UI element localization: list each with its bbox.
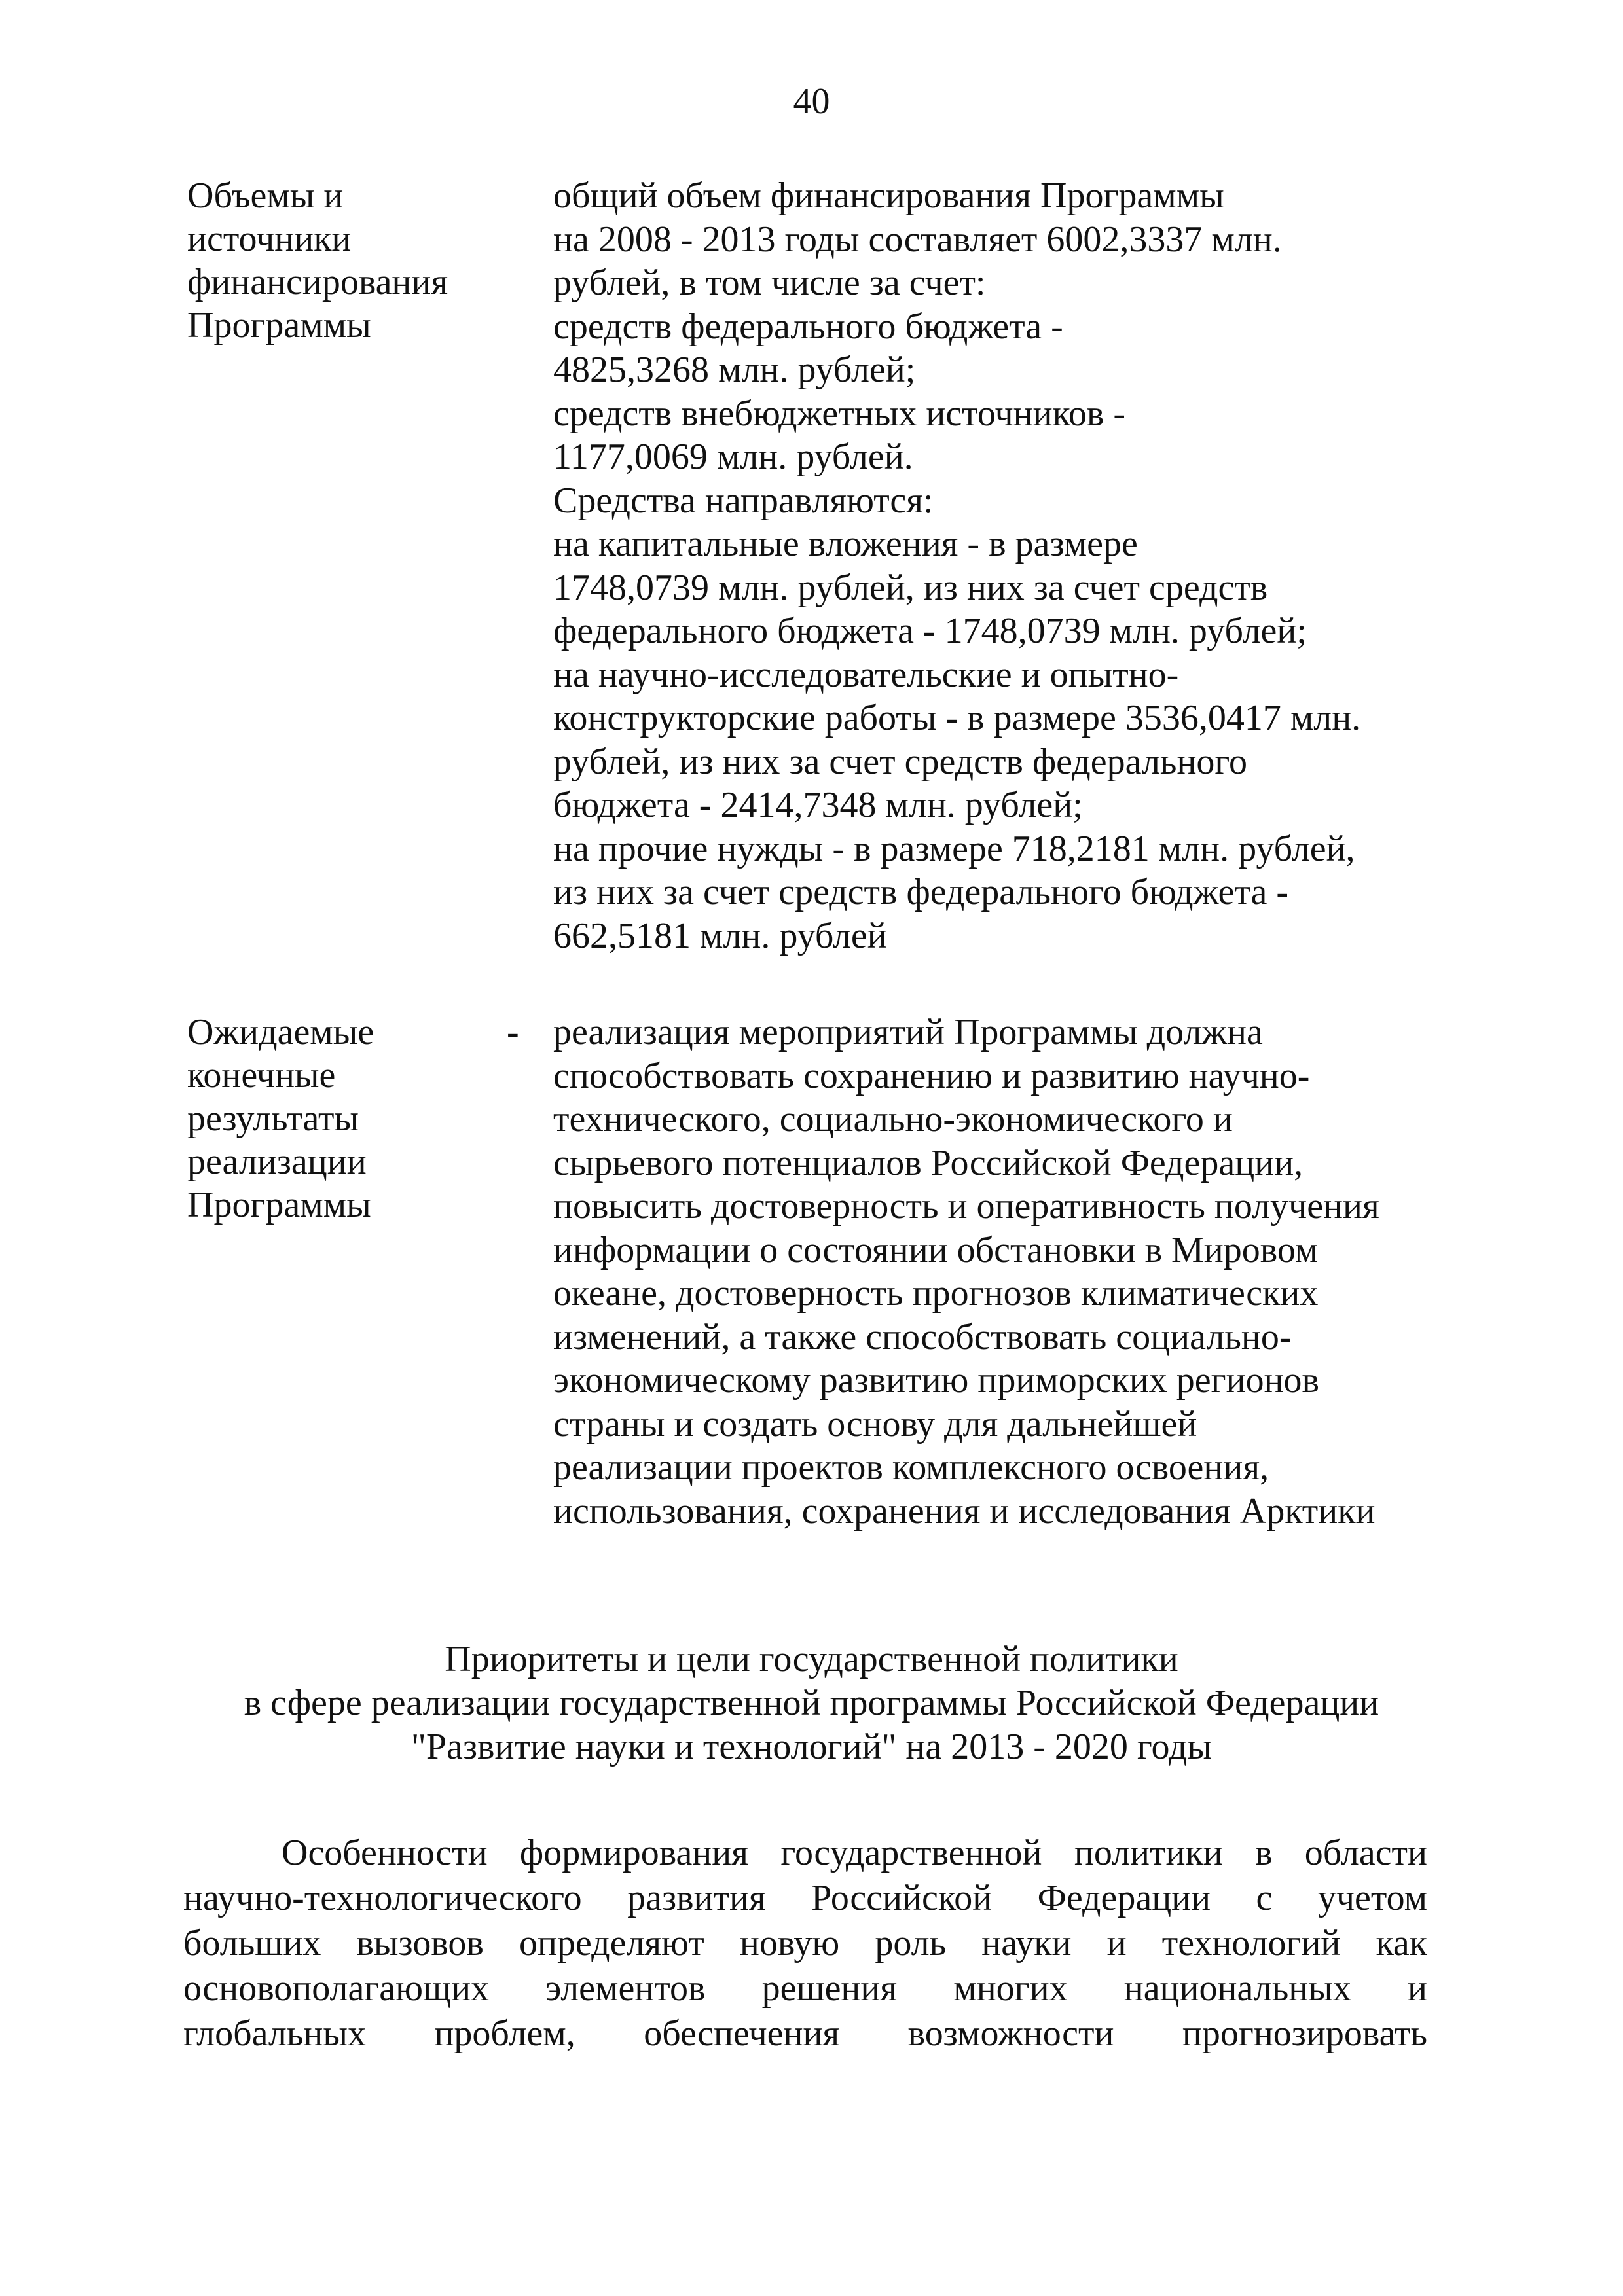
results-value-line: информации о состоянии обстановки в Мировом: [553, 1229, 1319, 1270]
funding-value-line: на капитальные вложения - в размере: [553, 524, 1138, 564]
body-paragraph: [183, 1831, 1427, 2056]
results-value-line: страны и создать основу для дальнейшей: [553, 1403, 1197, 1444]
paragraph-line: основополагающих элементов решения многих национальных и: [183, 1968, 1427, 2009]
section-heading-line: "Развитие науки и технологий" на 2013 - 2020 годы: [411, 1727, 1212, 1767]
results-dash: -: [507, 1012, 519, 1052]
funding-value-line: на 2008 - 2013 годы составляет 6002,3337 млн.: [553, 219, 1282, 260]
funding-value-line: общий объем финансирования Программы: [553, 175, 1224, 216]
section-heading-line: в сфере реализации государственной программы Российской Федерации: [244, 1683, 1379, 1723]
results-value-line: изменений, а также способствовать социально-: [553, 1316, 1292, 1357]
paragraph-line: научно-технологического развития Российской Федерации с учетом: [183, 1878, 1427, 1918]
funding-value-line: конструкторские работы - в размере 3536,0417 млн.: [553, 698, 1361, 738]
page-number: 40: [793, 81, 830, 122]
results-value-line: реализация мероприятий Программы должна: [553, 1012, 1263, 1052]
funding-value-line: рублей, в том числе за счет:: [553, 262, 986, 303]
results-value-line: технического, социально-экономического и: [553, 1099, 1233, 1139]
funding-label-line: источники: [187, 219, 352, 259]
funding-value-line: 1177,0069 млн. рублей.: [553, 437, 913, 477]
funding-value-line: из них за счет средств федерального бюджета -: [553, 872, 1289, 912]
results-label-line: реализации: [187, 1141, 367, 1182]
funding-value-line: на прочие нужды - в размере 718,2181 млн. рублей,: [553, 828, 1355, 869]
section-heading-line: Приоритеты и цели государственной политики: [445, 1639, 1178, 1679]
results-label-line: Ожидаемые: [187, 1012, 374, 1052]
funding-value: [553, 174, 1463, 958]
results-label: [187, 1011, 495, 1227]
funding-value-line: бюджета - 2414,7348 млн. рублей;: [553, 785, 1083, 825]
funding-value-line: Средства направляются:: [553, 480, 934, 521]
results-value-line: океане, достоверность прогнозов климатических: [553, 1273, 1319, 1314]
funding-label-line: финансирования: [187, 262, 448, 302]
funding-value-line: на научно-исследовательские и опытно-: [553, 654, 1179, 695]
funding-value-line: федерального бюджета - 1748,0739 млн. рублей;: [553, 611, 1307, 651]
funding-label: [187, 174, 495, 347]
results-value-line: сырьевого потенциалов Российской Федерации,: [553, 1142, 1304, 1183]
paragraph-line: глобальных проблем, обеспечения возможности прогнозировать: [183, 2013, 1427, 2054]
results-value: [553, 1011, 1463, 1533]
funding-value-line: рублей, из них за счет средств федерального: [553, 741, 1247, 782]
funding-value-line: средств внебюджетных источников -: [553, 393, 1126, 434]
funding-value-line: 4825,3268 млн. рублей;: [553, 350, 916, 390]
results-value-line: использования, сохранения и исследования Арктики: [553, 1490, 1376, 1532]
results-label-line: конечные: [187, 1055, 336, 1096]
results-value-line: повысить достоверность и оперативность получения: [553, 1186, 1379, 1227]
funding-label-line: Программы: [187, 305, 371, 346]
results-value-line: экономическому развитию приморских регионов: [553, 1360, 1319, 1401]
paragraph-line: Особенности формирования государственной политики в области: [282, 1833, 1427, 1873]
funding-value-line: 1748,0739 млн. рублей, из них за счет средств: [553, 567, 1268, 608]
results-label-line: Программы: [187, 1185, 371, 1225]
results-label-line: результаты: [187, 1098, 359, 1139]
section-heading: [0, 1638, 1623, 1769]
results-value-line: реализации проектов комплексного освоения,: [553, 1447, 1269, 1488]
funding-value-line: 662,5181 млн. рублей: [553, 915, 887, 956]
funding-value-line: средств федерального бюджета -: [553, 306, 1063, 347]
paragraph-line: больших вызовов определяют новую роль науки и технологий как: [183, 1923, 1427, 1964]
funding-label-line: Объемы и: [187, 175, 344, 216]
results-value-line: способствовать сохранению и развитию научно-: [553, 1055, 1310, 1096]
